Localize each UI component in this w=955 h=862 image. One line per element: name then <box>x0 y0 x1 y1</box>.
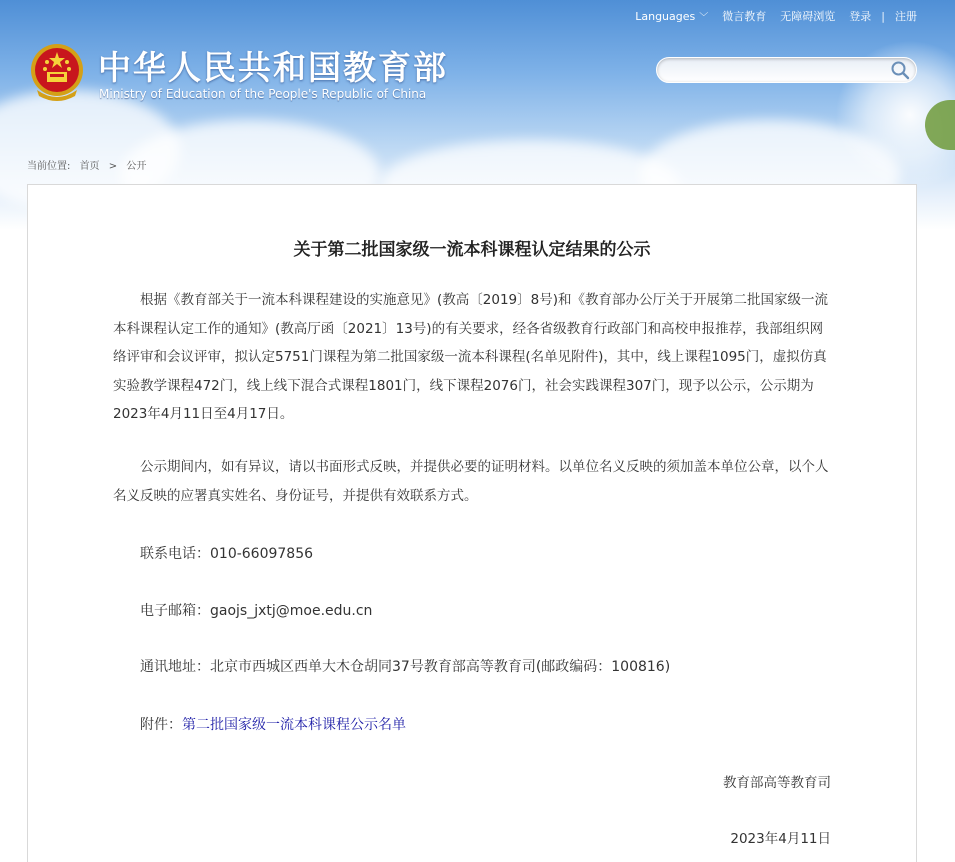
chevron-down-icon: ﹀ <box>699 12 709 23</box>
search-input[interactable] <box>657 58 882 82</box>
contact-email <box>140 600 372 620</box>
national-emblem-logo[interactable] <box>29 42 85 102</box>
email-value: gaojs_jxtj@moe.edu.cn <box>210 603 373 619</box>
search-icon[interactable] <box>890 60 910 80</box>
register-link[interactable]: 注册 <box>895 10 917 23</box>
site-title-cn[interactable]: 中华人民共和国教育部 <box>98 48 448 87</box>
phone-label: 联系电话： <box>140 546 210 562</box>
article-container <box>27 184 917 862</box>
contact-address <box>140 656 670 676</box>
email-label: 电子邮箱： <box>140 603 210 619</box>
languages-label: Languages <box>635 9 696 23</box>
accessible-browse-link[interactable]: 无障碍浏览 <box>780 10 836 23</box>
article-title: 关于第二批国家级一流本科课程认定结果的公示 <box>293 240 651 260</box>
article-paragraph: 根据《教育部关于一流本科课程建设的实施意见》(教高〔2019〕8号)和《教育部办公厅关于开展第二批国家级一流本科课程认定工作的通知》(教高厅函〔2021〕13号)的有关要求，经各省级教育行政部门和高校申报推荐，我部组织网络评审和会议评审，拟认定5751门课程为第二批国家级一流本科课程(名单见附件)，其中，线上课程1095门，虚拟仿真实验教学课程472门，线上线下混合式课程1801门，线下课程2076门，社会实践课程307门，现予以公示，公示期为2023年4月11日至4月17日。 <box>113 292 828 422</box>
attachment-label: 附件： <box>140 717 182 733</box>
breadcrumb <box>27 157 152 172</box>
breadcrumb-arrow: > <box>108 161 118 172</box>
article-paragraph: 公示期间内，如有异议，请以书面形式反映，并提供必要的证明材料。以单位名义反映的须加盖本单位公章，以个人名义反映的应署真实姓名、身份证号，并提供有效联系方式。 <box>113 459 829 504</box>
login-link[interactable]: 登录 <box>849 10 872 23</box>
signature: 教育部高等教育司 <box>723 775 831 791</box>
contact-phone <box>140 543 313 563</box>
address-label: 通讯地址： <box>140 659 210 675</box>
publish-date: 2023年4月11日 <box>730 831 831 847</box>
wechat-link[interactable]: 微言教育 <box>722 10 767 23</box>
address-value: 北京市西城区西单大木仓胡同37号教育部高等教育司(邮政编码：100816) <box>210 659 671 675</box>
nav-separator: | <box>881 9 885 23</box>
breadcrumb-current[interactable]: 公开 <box>126 161 147 172</box>
top-nav <box>621 8 917 24</box>
attachment <box>140 714 406 734</box>
breadcrumb-label: 当前位置: <box>27 161 71 172</box>
search-box <box>656 57 917 83</box>
breadcrumb-home[interactable]: 首页 <box>79 161 100 172</box>
phone-value: 010-66097856 <box>210 546 314 562</box>
languages-menu[interactable] <box>635 10 708 23</box>
site-title-en[interactable]: Ministry of Education of the People's Republic of China <box>99 87 427 101</box>
attachment-link[interactable]: 第二批国家级一流本科课程公示名单 <box>182 717 406 733</box>
